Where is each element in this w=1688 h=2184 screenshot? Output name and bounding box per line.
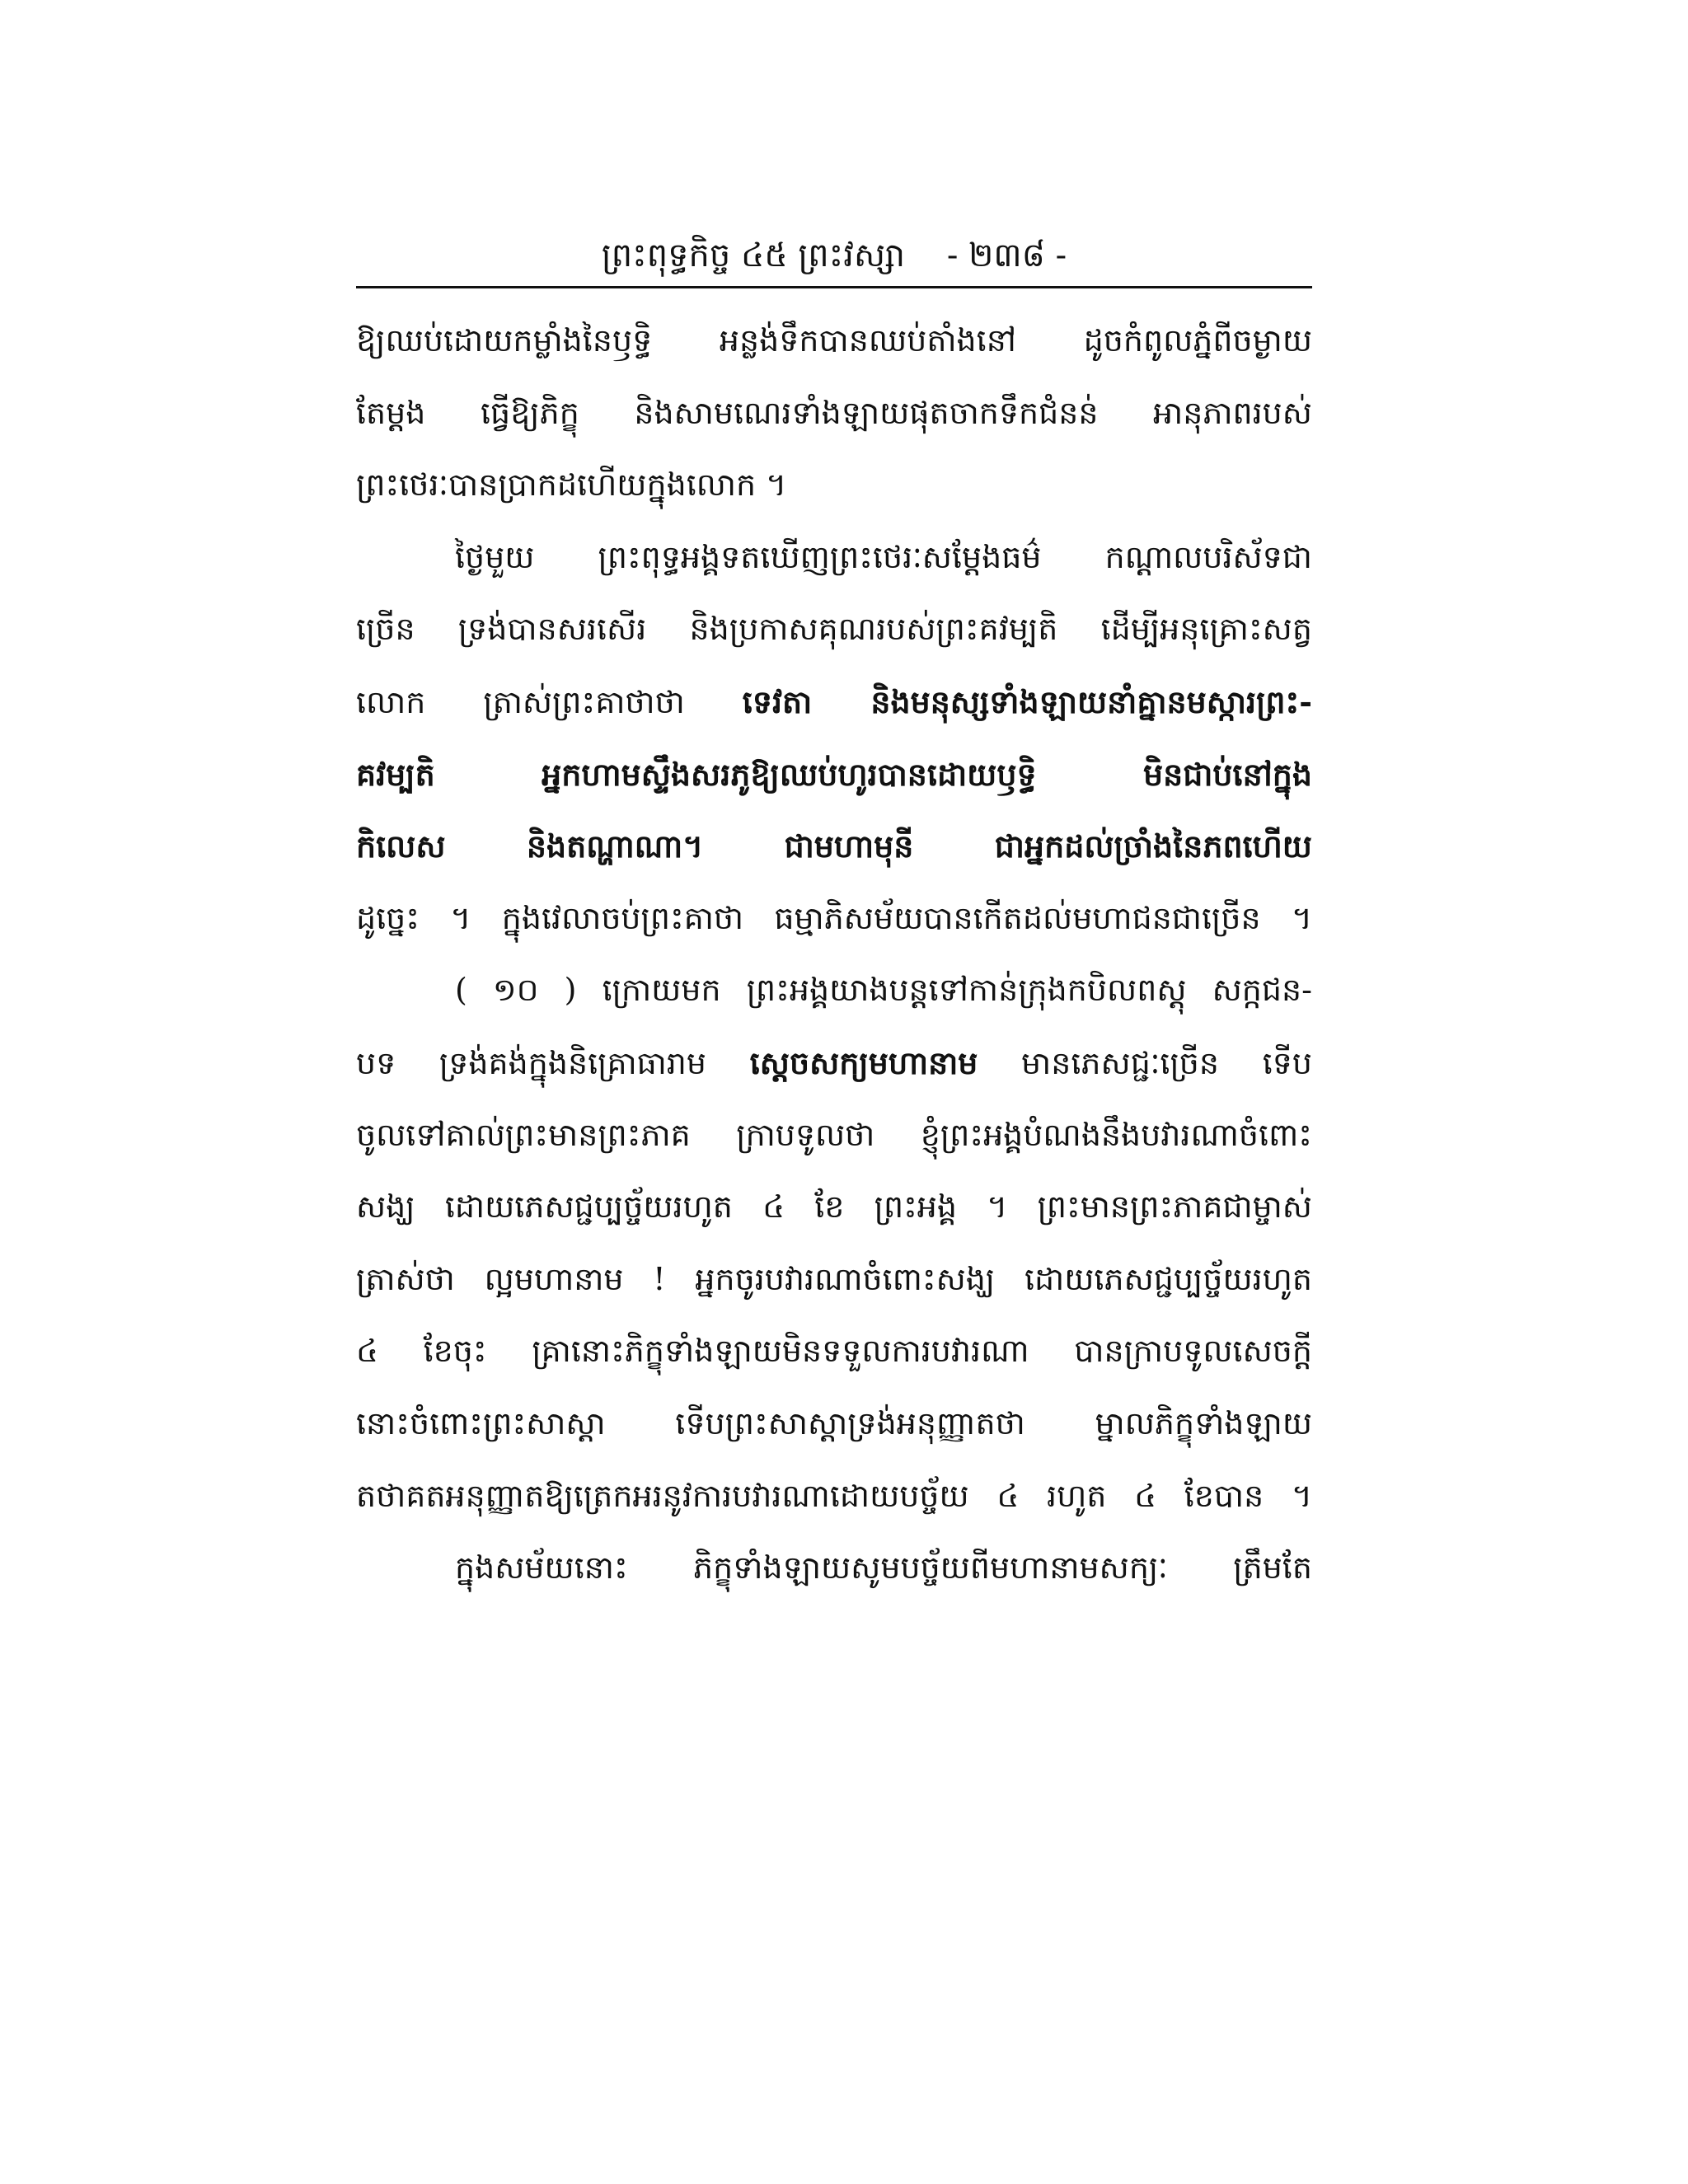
text-line: តថាគតអនុញ្ញាតឱ្យត្រេកអរនូវការបវារណាដោយបច្ច័យ ៤ រហូត ៤ ខែបាន ។ [356, 1477, 1312, 1514]
text-line: ចូលទៅគាល់ព្រះមានព្រះភាគ ក្រាបទូលថា ខ្ញុំព្រះអង្គបំណងនឹងបវារណាចំពោះ [356, 1116, 1312, 1153]
text-line: នោះចំពោះព្រះសាស្តា ទើបព្រះសាស្តាទ្រង់អនុញ្ញាតថា ម្នាលភិក្ខុទាំងឡាយ [356, 1404, 1312, 1441]
verse-line: គវម្បតិ អ្នកហាមស្ទឹងសរភូឱ្យឈប់ហូរបានដោយឫទ្ធិ មិនជាប់នៅក្នុង [356, 755, 1312, 793]
paragraph-start-line: ( ១០ ) ក្រោយមក ព្រះអង្គយាងបន្តទៅកាន់ក្រុងកបិលពស្តុ សក្កជន- [455, 972, 1312, 1009]
text-line: ៤ ខែចុះ គ្រានោះភិក្ខុទាំងឡាយមិនទទួលការបវារណា បានក្រាបទូលសេចក្តី [356, 1333, 1312, 1370]
text-line [356, 666, 1312, 738]
verse-text: ទេវតា និងមនុស្សទាំងឡាយនាំគ្នានមស្ការព្រះ- [742, 682, 1312, 720]
text-line: តែម្តង ធ្វើឱ្យភិក្ខុ និងសាមណេរទាំងឡាយផុតចាកទឹកជំនន់ អានុភាពរបស់ [356, 394, 1312, 431]
text-line: ច្រើន ទ្រង់បានសរសើរ និងប្រកាសគុណរបស់ព្រះគវម្បតិ ដើម្បីអនុគ្រោះសត្វ [356, 611, 1312, 648]
header-rule [356, 286, 1312, 288]
text-line: ឱ្យឈប់ដោយកម្លាំងនៃឫទ្ធិ អន្លង់ទឹកបានឈប់តាំងនៅ ដូចកំពូលភ្នំពីចម្ងាយ [356, 322, 1312, 359]
page-number: - ២៣៨ - [946, 237, 1067, 274]
header-title: ព្រះពុទ្ធកិច្ច ៤៥ ព្រះវស្សា [601, 237, 906, 274]
verse-line: កិលេស និងតណ្ហាណា។ ជាមហាមុនី ជាអ្នកដល់ច្រាំងនៃភពហើយ [356, 827, 1312, 865]
paragraph-start-line: ក្នុងសម័យនោះ ភិក្ខុទាំងឡាយសូមបច្ច័យពីមហានាមសក្យៈ ត្រឹមតែ [455, 1549, 1312, 1586]
text-line [356, 1027, 1312, 1099]
body-text [356, 305, 1312, 1605]
paragraph-start-line: ថ្ងៃមួយ ព្រះពុទ្ធអង្គទតឃើញព្រះថេរៈសម្តែងធម៌ កណ្តាលបរិស័ទជា [455, 538, 1312, 575]
page-header [356, 223, 1312, 288]
text-normal: បទ ទ្រង់គង់ក្នុងនិគ្រោធារាម [356, 1044, 750, 1081]
text-normal: លោក ត្រាស់ព្រះគាថាថា [356, 683, 743, 720]
text-line: ដូច្នេះ ។ ក្នុងវេលាចប់ព្រះគាថា ធម្មាភិសម័យបានកើតដល់មហាជនជាច្រើន ។ [356, 899, 1312, 936]
text-normal: មានភេសជ្ជៈច្រើន ទើប [978, 1044, 1312, 1081]
text-line: ត្រាស់ថា ល្អមហានាម ! អ្នកចូរបវារណាចំពោះសង្ឃ ដោយភេសជ្ជប្បច្ច័យរហូត [356, 1260, 1312, 1297]
name-emphasis: ស្តេចសក្យមហានាម [749, 1043, 978, 1081]
text-line: សង្ឃ ដោយភេសជ្ជប្បច្ច័យរហូត ៤ ខែ ព្រះអង្គ ។ ព្រះមានព្រះភាគជាម្ចាស់ [356, 1188, 1312, 1226]
text-line: ព្រះថេរៈបានប្រាកដហើយក្នុងលោក ។ [356, 466, 787, 504]
